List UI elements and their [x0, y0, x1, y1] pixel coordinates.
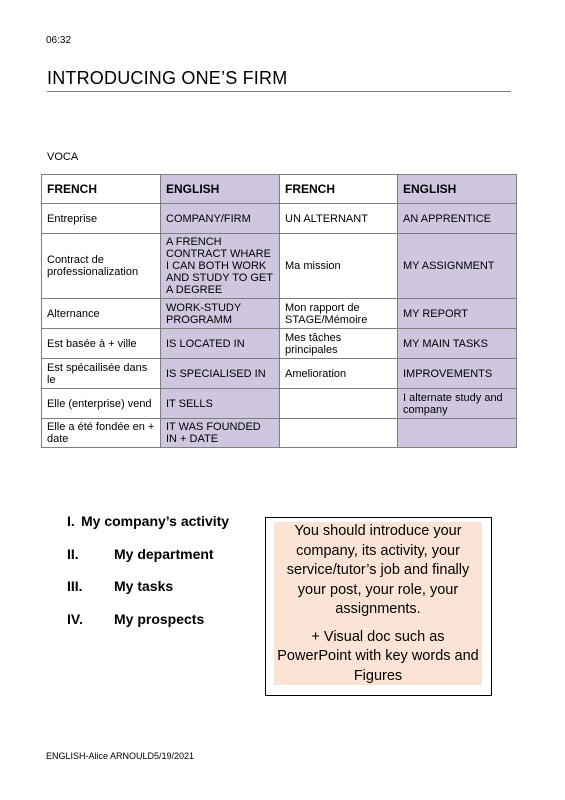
table-cell: MY MAIN TASKS: [398, 329, 517, 359]
footer-text: ENGLISH-Alice ARNOULD5/19/2021: [46, 751, 195, 761]
callout-paragraph-2: + Visual doc such as PowerPoint with key words and Figures: [277, 628, 479, 684]
outline-label: My department: [114, 545, 214, 562]
table-row: [42, 234, 517, 299]
callout-paragraph-1: You should introduce your company, its activity, your service/tutor’s job and finally your post, your role, your assignments.: [286, 523, 470, 617]
outline-item: [67, 578, 229, 611]
table-cell: Elle a été fondée en + date: [42, 419, 161, 448]
header-english-2: ENGLISH: [398, 175, 517, 204]
table-cell: Est basée à + ville: [42, 329, 161, 359]
header-french-2: FRENCH: [280, 175, 398, 204]
table-cell: Contract de professionalization: [42, 234, 161, 299]
table-header-row: [42, 175, 517, 204]
outline-label: My tasks: [114, 578, 174, 594]
table-cell: WORK-STUDY PROGRAMM: [161, 299, 280, 329]
table-row: [42, 329, 517, 359]
table-cell: IT SELLS: [161, 389, 280, 419]
outline-item: [67, 513, 229, 546]
vocabulary-table: [41, 174, 517, 448]
table-row: [42, 299, 517, 329]
table-row: [42, 359, 517, 389]
table-cell: IS SPECIALISED IN: [161, 359, 280, 389]
outline-label: My prospects: [114, 610, 205, 627]
table-cell: Amelioration: [280, 359, 398, 389]
table-cell: UN ALTERNANT: [280, 204, 398, 234]
table-row: [42, 419, 517, 448]
table-cell: Mon rapport de STAGE/Mémoire: [280, 299, 398, 329]
table-cell: I alternate study and company: [398, 389, 517, 419]
table-cell: Est spécailisée dans le: [42, 359, 161, 389]
outline-list: [67, 513, 229, 643]
table-cell: IS LOCATED IN: [161, 329, 280, 359]
table-cell: AN APPRENTICE: [398, 204, 517, 234]
callout-background: [274, 522, 482, 685]
table-cell: Alternance: [42, 299, 161, 329]
table-cell: IT WAS FOUNDED IN + DATE: [161, 419, 280, 448]
table-cell: Ma mission: [280, 234, 398, 299]
instruction-callout: [265, 517, 492, 696]
voca-label: VOCA: [47, 151, 79, 163]
table-cell: MY REPORT: [398, 299, 517, 329]
table-cell: COMPANY/FIRM: [161, 204, 280, 234]
outline-number: IV.: [67, 610, 83, 627]
outline-number: I.: [67, 513, 75, 529]
page-title: INTRODUCING ONE’S FIRM: [47, 68, 288, 88]
table-cell: [398, 419, 517, 448]
table-cell: MY ASSIGNMENT: [398, 234, 517, 299]
table-row: [42, 204, 517, 234]
outline-label: My company’s activity: [81, 513, 230, 529]
outline-item: [67, 611, 229, 644]
header-english-1: ENGLISH: [161, 175, 280, 204]
table-cell: IMPROVEMENTS: [398, 359, 517, 389]
table-cell: Elle (enterprise) vend: [42, 389, 161, 419]
outline-number: II.: [67, 545, 79, 562]
table-cell: [280, 419, 398, 448]
table-cell: [280, 389, 398, 419]
table-cell: Entreprise: [42, 204, 161, 234]
table-cell: Mes tâches principales: [280, 329, 398, 359]
outline-item: [67, 546, 229, 579]
header-time: 06:32: [46, 35, 72, 46]
table-cell: A FRENCH CONTRACT WHARE I CAN BOTH WORK AND STUDY TO GET A DEGREE: [161, 234, 280, 299]
table-row: [42, 389, 517, 419]
title-divider: [47, 91, 511, 92]
header-french-1: FRENCH: [42, 175, 161, 204]
outline-number: III.: [67, 578, 83, 594]
